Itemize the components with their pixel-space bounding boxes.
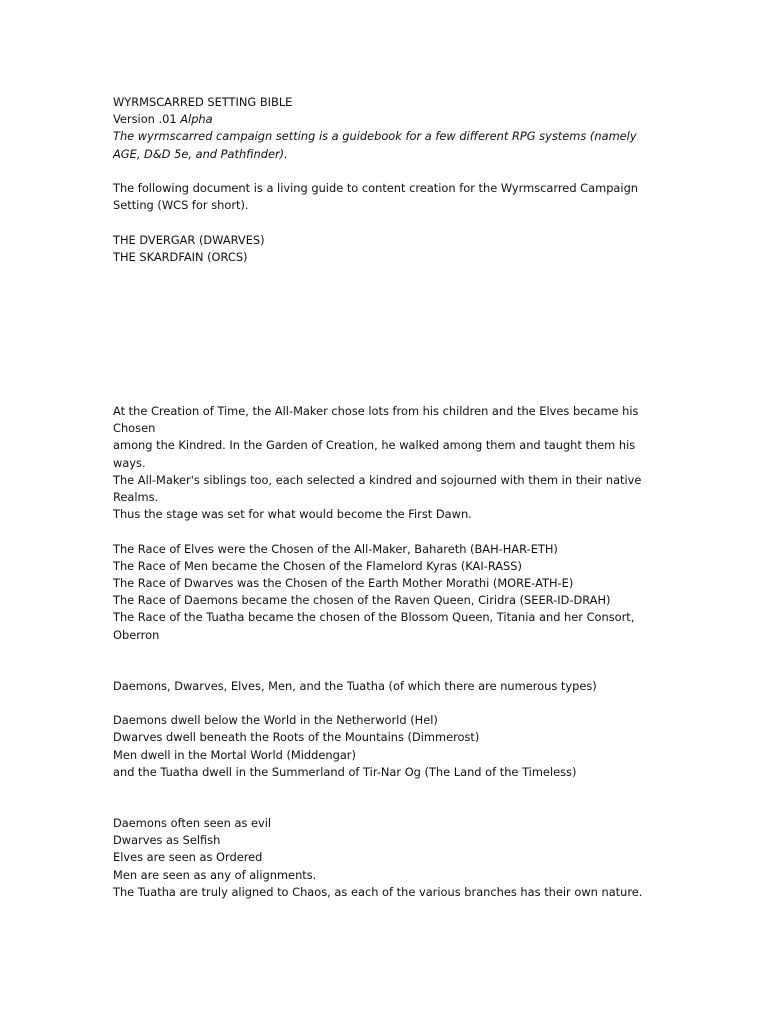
alignment-line: Men are seen as any of alignments. <box>113 867 317 882</box>
dwelling-line: Men dwell in the Mortal World (Middengar) <box>113 747 356 762</box>
race-line: The Race of Elves were the Chosen of the All-Maker, Bahareth (BAH-HAR-ETH) <box>113 541 558 556</box>
version-tag: Alpha <box>180 112 213 127</box>
version-line <box>113 111 653 128</box>
version-label: Version .01 <box>113 112 177 127</box>
creation-line: Realms. <box>113 490 159 505</box>
tagline: The wyrmscarred campaign setting is a guidebook for a few different RPG systems (namely AGE, D&D 5e, and Pathfinder). <box>113 129 637 161</box>
race-line: The Race of Men became the Chosen of the Flamelord Kyras (KAI-RASS) <box>113 558 522 573</box>
race-line: The Race of Daemons became the chosen of the Raven Queen, Ciridra (SEER-ID-DRAH) <box>113 593 611 608</box>
spacer <box>113 644 653 678</box>
creation-line: The All-Maker's siblings too, each selected a kindred and sojourned with them in their native <box>113 472 642 487</box>
alignment-line: The Tuatha are truly aligned to Chaos, as each of the various branches has their own nature. <box>113 884 643 899</box>
dwelling-line: Dwarves dwell beneath the Roots of the Mountains (Dimmerost) <box>113 730 480 745</box>
creation-line: At the Creation of Time, the All-Maker chose lots from his children and the Elves became his <box>113 404 639 418</box>
creation-line: Chosen <box>113 421 156 436</box>
race-line: Oberron <box>113 627 160 642</box>
creation-line: among the Kindred. In the Garden of Creation, he walked among them and taught them his <box>113 438 636 453</box>
document-body <box>113 94 653 901</box>
intro-line-1: The following document is a living guide to content creation for the Wyrmscarred Campaign <box>113 181 639 195</box>
dwelling-line: Daemons dwell below the World in the Netherworld (Hel) <box>113 713 438 728</box>
spacer <box>113 695 653 712</box>
dwelling-line: and the Tuatha dwell in the Summerland of Tir-Nar Og (The Land of the Timeless) <box>113 764 577 779</box>
race-line: The Race of the Tuatha became the chosen of the Blossom Queen, Titania and her Consort, <box>113 610 635 625</box>
document-title: WYRMSCARRED SETTING BIBLE <box>113 95 293 109</box>
spacer <box>113 523 653 540</box>
race-line: The Race of Dwarves was the Chosen of the Earth Mother Morathi (MORE-ATH-E) <box>113 576 574 591</box>
section-heading-dvergar: THE DVERGAR (DWARVES) <box>113 232 265 247</box>
spacer <box>113 781 653 815</box>
alignment-line: Elves are seen as Ordered <box>113 850 263 865</box>
alignment-line: Dwarves as Selfish <box>113 833 221 848</box>
section-heading-skardfain: THE SKARDFAIN (ORCS) <box>113 249 248 264</box>
summary-line: Daemons, Dwarves, Elves, Men, and the Tuatha (of which there are numerous types) <box>113 678 597 693</box>
spacer <box>113 266 653 403</box>
creation-line: ways. <box>113 455 146 470</box>
creation-line: Thus the stage was set for what would become the First Dawn. <box>113 507 472 522</box>
intro-line-2: Setting (WCS for short). <box>113 198 249 213</box>
spacer <box>113 163 653 180</box>
alignment-line: Daemons often seen as evil <box>113 816 272 831</box>
spacer <box>113 214 653 231</box>
